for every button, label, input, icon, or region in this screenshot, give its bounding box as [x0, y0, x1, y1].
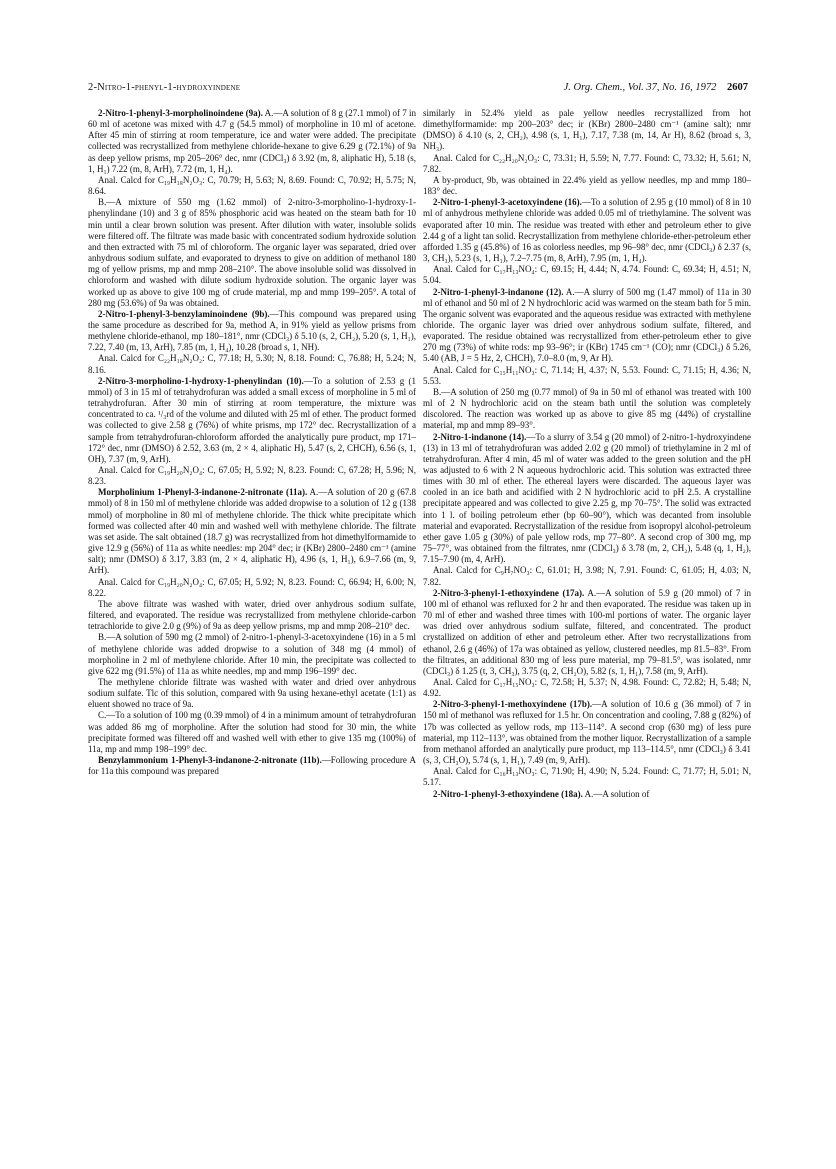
paragraph-text: Anal. Calcd for C₉H₇NO₃: C, 61.01; H, 3.98; N, 7.91. Found: C, 61.05; H, 4.03; N, 7.82. [423, 565, 751, 587]
paragraph [423, 197, 751, 264]
paragraph-text: similarly in 52.4% yield as pale yellow needles recrystallized from hot dimethylformamide: mp 200–203° dec; ir (KBr) 2800–2480 cm⁻¹ (amine salt); nmr (DMSO) δ 4.10 (s, 2, CH₂), 4.98 (s, 1, H₁), 7.17, 7.38 (m, 14, Ar H), 8.62 (broad s, 3, NH₃). [423, 108, 751, 152]
paragraph [88, 677, 416, 710]
left-column [88, 108, 416, 1148]
paragraph-text: B.—A solution of 590 mg (2 mmol) of 2-nitro-1-phenyl-3-acetoxyindene (16) in a 5 ml of methylene chloride was added dropwise to a solution of 348 mg (4 mmol) of morpholine in 2 ml of methylene chloride. After 10 min, the precipitate was collected to give 622 mg (91.5%) of 11a as white needles, mp and mmp 196–199° dec. [88, 632, 416, 676]
compound-heading: 2-Nitro-1-indanone (14). [433, 431, 527, 442]
paragraph [88, 632, 416, 677]
paragraph [423, 153, 751, 175]
compound-heading: 2-Nitro-3-morpholino-1-hydroxy-1-phenylindan (10). [98, 375, 304, 386]
paragraph [423, 108, 751, 153]
page-number: 2607 [727, 82, 748, 93]
journal-citation: J. Org. Chem., Vol. 37, No. 16, 1972 [563, 82, 717, 93]
running-header [88, 82, 748, 98]
paragraph-text: Anal. Calcd for C₁₉H₂₀N₂O₄: C, 67.05; H, 5.92; N, 8.23. Found: C, 66.94; H, 6.00; N, 8.22. [88, 576, 416, 598]
paragraph [88, 755, 416, 777]
paragraph-text: —To a solution of 2.53 g (1 mmol) of 3 in 15 ml of tetrahydrofuran was added a small excess of morpholine in 5 ml of tetrahydrofuran. After 30 min of stirring at room temperature, the mixture was concentrated to ca. ¹/₃rd of the volume and diluted with 25 ml of ether. The product formed was collected to give 2.58 g (76%) of white prisms, mp 172° dec. Recrystallization of a sample from tetrahydrofuran-chloroform afforded the analytically pure product, mp 171–172° dec, nmr (DMSO) δ 2.52, 3.63 (m, 2 × 4, aliphatic H), 5.47 (s, 2, CHCH), 6.56 (s, 1, OH), 7.37 (m, 9, ArH). [88, 375, 416, 464]
paragraph-text: The above filtrate was washed with water, dried over anhydrous sodium sulfate, filtered, and evaporated. The residue was recrystallized from methylene chloride-carbon tetrachloride to give 2.0 g (9%) of 9a as deep yellow prisms, mp and mmp 208–210° dec. [88, 598, 416, 632]
paragraph [88, 599, 416, 632]
paragraph [423, 387, 751, 432]
paragraph [423, 175, 751, 197]
paragraph [88, 353, 416, 375]
paragraph-text: Anal. Calcd for C₁₇H₁₅NO₃: C, 72.58; H, 5.37; N, 4.98. Found: C, 72.82; H, 5.48; N, 4.92. [423, 676, 751, 699]
compound-heading: 2-Nitro-1-phenyl-3-morpholinoindene (9a). [98, 108, 263, 118]
paragraph [423, 365, 751, 387]
compound-heading: 2-Nitro-3-phenyl-1-methoxyindene (17b). [433, 699, 593, 710]
paragraph-text: A by-product, 9b, was obtained in 22.4% yield as yellow needles, mp and mmp 180–183° dec. [423, 174, 751, 197]
paragraph-text: Anal. Calcd for C₁₇H₁₃NO₄: C, 69.15; H, 4.44; N, 4.74. Found: C, 69.34; H, 4.51; N, 5.04. [423, 264, 751, 286]
paragraph-text: B.—A mixture of 550 mg (1.62 mmol) of 2-nitro-3-morpholino-1-hydroxy-1-phenylindane (10) and 3 g of 85% phosphoric acid was heated on the steam bath for 10 min until a clear brown solution was present. After dilution with water, insoluble solids were filtered off. The filtrate was made basic with concentrated sodium hydroxide solution and then extracted with 75 ml of chloroform. The organic layer was separated, dried over anhydrous sodium sulfate, and evaporated to dryness to give on addition of methanol 180 mg of yellow prisms, mp and mmp 208–210°. The above insoluble solid was dissolved in chloroform and washed with dilute sodium hydroxide solution. The organic layer was worked up as above to give 100 mg of crude material, mp and mmp 199–205°. A total of 280 mg (53.6%) of 9a was obtained. [88, 197, 416, 308]
paragraph-text: B.—A solution of 250 mg (0.77 mmol) of 9a in 50 ml of ethanol was treated with 100 ml of 2 N hydrochloric acid on the steam bath until the solution was completely discolored. The reaction was worked up as above to give 85 mg (44%) of crystalline material, mp and mmp 89–93°. [423, 386, 751, 431]
paragraph [423, 699, 751, 766]
paragraph-text: C.—To a solution of 100 mg (0.39 mmol) of 4 in a minimum amount of tetrahydrofuran was added 86 mg of morpholine. After the solution had stood for 30 min, the white precipitate formed was filtered off and washed well with ether to give 135 mg (100%) of 11a, mp and mmp 198–199° dec. [88, 710, 416, 754]
compound-heading: 2-Nitro-3-phenyl-1-ethoxyindene (17a). [433, 587, 585, 598]
paragraph [423, 789, 751, 800]
compound-heading: 2-Nitro-1-phenyl-3-acetoxyindene (16). [433, 197, 582, 208]
paragraph [88, 376, 416, 465]
paragraph-text: Anal. Calcd for C₁₉H₁₈N₂O₃: C, 70.79; H, 5.63; N, 8.69. Found: C, 70.92; H, 5.75; N, 8.64. [88, 174, 416, 197]
paragraph [423, 565, 751, 587]
paragraph [88, 309, 416, 354]
paragraph-text: A.—A slurry of 500 mg (1.47 mmol) of 11a in 30 ml of ethanol and 50 ml of 2 N hydrochloric acid was warmed on the steam bath for 5 min. The organic solvent was evaporated and the aqueous residue was extracted with methylene chloride. The organic layer was dried over anhydrous sodium sulfate, filtered, and evaporated. The residue obtained was recrystallized from ether-petroleum ether to give 270 mg (73%) of white rods: mp 93–96°; ir (KBr) 1745 cm⁻¹ (CO); nmr (CDCl₃) δ 5.26, 5.40 (AB, J = 5 Hz, 2, CHCH), 7.0–8.0 (m, 9, Ar H). [423, 286, 751, 364]
paragraph [88, 108, 416, 175]
paragraph [88, 577, 416, 599]
paragraph-text: Anal. Calcd for C₁₉H₂₀N₂O₄: C, 67.05; H, 5.92; N, 8.23. Found: C, 67.28; H, 5.96; N, 8.23. [88, 465, 416, 487]
compound-heading: 2-Nitro-1-phenyl-3-ethoxyindene (18a). [433, 788, 583, 799]
paragraph-text: A.—A solution of 8 g (27.1 mmol) of 7 in 60 ml of acetone was mixed with 4.7 g (54.5 mmol) of morpholine in 10 ml of acetone. After 45 min of stirring at room temperature, ice and water were added. The precipitate collected was recrystallized from methylene chloride-hexane to give 6.29 g (72.1%) of 9a as deep yellow prisms, mp 205–206° dec, nmr (CDCl₃) δ 3.92 (m, 8, aliphatic H), 5.18 (s, 1, H₁) 7.22 (m, 8, ArH), 7.72 (m, 1, H₄). [88, 108, 416, 174]
paragraph-text: —Following procedure A for 11a this compound was prepared [88, 755, 416, 777]
paragraph [423, 264, 751, 286]
paragraph-text: The methylene chloride filtrate was washed with water and dried over anhydrous sodium sulfate. Tlc of this solution, compared with 9a using hexane-ethyl acetate (1:1) as eluent showed no trace of 9a. [88, 676, 416, 710]
paragraph [88, 710, 416, 755]
paragraph-text: Anal. Calcd for C₂₂H₂₀N₂O₃: C, 73.31; H, 5.59; N, 7.77. Found: C, 73.32; H, 5.61; N, 7.82. [423, 152, 751, 174]
compound-heading: 2-Nitro-1-phenyl-3-benzylaminoindene (9b). [98, 308, 270, 319]
paragraph-text: —A solution of 10.6 g (36 mmol) of 7 in 150 ml of methanol was refluxed for 1.5 hr. On concentration and cooling, 7.88 g (82%) of 17b was collected as yellow rods, mp 113–114°. A second crop (630 mg) of less pure material, mp 112–113°, was obtained from the mother liquor. Recrystallization of a sample from methanol afforded an analytically pure product, mp 113–114.5°, nmr (CDCl₃) δ 3.41 (s, 3, CH₃O), 5.74 (s, 1, H₁), 7.49 (m, 9, ArH). [423, 699, 751, 766]
compound-heading: Morpholinium 1-Phenyl-3-indanone-2-nitronate (11a). [98, 487, 308, 498]
paragraph-text: Anal. Calcd for C₂₂H₁₈N₂O₂: C, 77.18; H, 5.30; N, 8.18. Found: C, 76.88; H, 5.24; N, 8.16. [88, 353, 416, 375]
paragraph [423, 588, 751, 677]
compound-heading: Benzylammonium 1-Phenyl-3-indanone-2-nitronate (11b). [98, 755, 322, 766]
paragraph-text: —This compound was prepared using the same procedure as described for 9a, method A, in 91% yield as yellow prisms from methylene chloride-ethanol, mp 180–181°, nmr (CDCl₃) δ 5.10 (s, 2, CH₂), 5.20 (s, 1, H₁), 7.22, 7.40 (m, 13, ArH), 7.85 (m, 1, H₄), 10.28 (broad s, 1, NH). [88, 308, 416, 353]
paragraph [88, 197, 416, 309]
paragraph [423, 677, 751, 699]
paragraph [88, 465, 416, 487]
paragraph [423, 287, 751, 365]
running-header-citation [564, 82, 748, 93]
paragraph [88, 487, 416, 576]
paragraph [423, 432, 751, 566]
paragraph-text: A.—A solution of [582, 788, 650, 799]
compound-heading: 2-Nitro-1-phenyl-3-indanone (12). [433, 286, 564, 297]
paragraph-text: —To a slurry of 3.54 g (20 mmol) of 2-nitro-1-hydroxyindene (13) in 13 ml of tetrahydrofuran was added 2.02 g (20 mmol) of triethylamine in 2 ml of tetrahydrofuran. After 4 min, 45 ml of water was added to the green solution and the pH was adjusted to 6 with 2 N aqueous hydrochloric acid. This solution was extracted three times with 30 ml of ether. The ethereal layers were discarded. The aqueous layer was cooled in an ice bath and acidified with 2 N hydrochloric acid to pH 2.5. A crystalline precipitate appeared and was collected to give 2.25 g, mp 70–75°. The solid was extracted into 1 l. of boiling petroleum ether (bp 60–90°), which was decanted from insoluble material and evaporated. Recrystallization of the residue from isopropyl alcohol-petroleum ether gave 1.05 g (30%) of pale yellow rods, mp 77–80°. A second crop of 300 mg, mp 75–77°, was obtained from the filtrates, nmr (CDCl₃) δ 3.78 (m, 2, CH₂), 5.48 (q, 1, H₂), 7.15–7.90 (m, 4, ArH). [423, 431, 751, 565]
paragraph-text: A.—A solution of 5.9 g (20 mmol) of 7 in 100 ml of ethanol was refluxed for 2 hr and then evaporated. The residue was taken up in 70 ml of ether and washed three times with 100-ml portions of water. The organic layer was dried over anhydrous sodium sulfate, filtered, and concentrated. The product crystallized on addition of ether and petroleum ether. After two recrystallizations from ethanol, 2.6 g (46%) of 17a was obtained as yellow, clustered needles, mp 81.5–83°. From the filtrates, an additional 830 mg of less pure material, mp 79–81.5°, was isolated, nmr (CDCl₃) δ 1.25 (t, 3, CH₃), 3.75 (q, 2, CH₂O), 5.82 (s, 1, H₁), 7.58 (m, 9, ArH). [423, 587, 751, 676]
paragraph [88, 175, 416, 197]
paragraph-text: Anal. Calcd for C₁₆H₁₃NO₃: C, 71.90; H, 4.90; N, 5.24. Found: C, 71.77; H, 5.01; N, 5.17. [423, 766, 751, 788]
paragraph [423, 766, 751, 788]
right-column [423, 108, 751, 1148]
paragraph-text: A.—A solution of 20 g (67.8 mmol) of 8 in 150 ml of methylene chloride was added dropwise to a solution of 12 g (138 mmol) of morpholine in 80 ml of methylene chloride. The thick white precipitate which formed was collected after 40 min and washed well with methylene chloride. The filtrate was set aside. The salt obtained (18.7 g) was recrystallized from hot dimethylformamide to give 12.9 g (56%) of 11a as white needles: mp 204° dec; ir (KBr) 2800–2480 cm⁻¹ (amine salt); nmr (DMSO) δ 3.17, 3.83 (m, 2 × 4, aliphatic H), 4.96 (s, 1, H₁), 6.9–7.66 (m, 9, ArH). [88, 487, 416, 576]
running-header-title: 2-Nitro-1-phenyl-1-hydroxyindene [88, 82, 241, 93]
paragraph-text: —To a solution of 2.95 g (10 mmol) of 8 in 10 ml of anhydrous methylene chloride was added 0.05 ml of triethylamine. The solvent was evaporated after 10 min. The residue was treated with ether and petroleum ether to give 2.44 g of a light tan solid. Recrystallization from methylene chloride-ether-petroleum ether afforded 1.35 g (45.8%) of 16 as colorless needles, mp 96–98° dec, nmr (CDCl₃) δ 2.37 (s, 3, CH₃), 5.23 (s, 1, H₁), 7.2–7.75 (m, 8, ArH), 7.95 (m, 1, H₄). [423, 197, 751, 264]
paragraph-text: Anal. Calcd for C₁₅H₁₁NO₃: C, 71.14; H, 4.37; N, 5.53. Found: C, 71.15; H, 4.36; N, 5.53. [423, 364, 751, 386]
